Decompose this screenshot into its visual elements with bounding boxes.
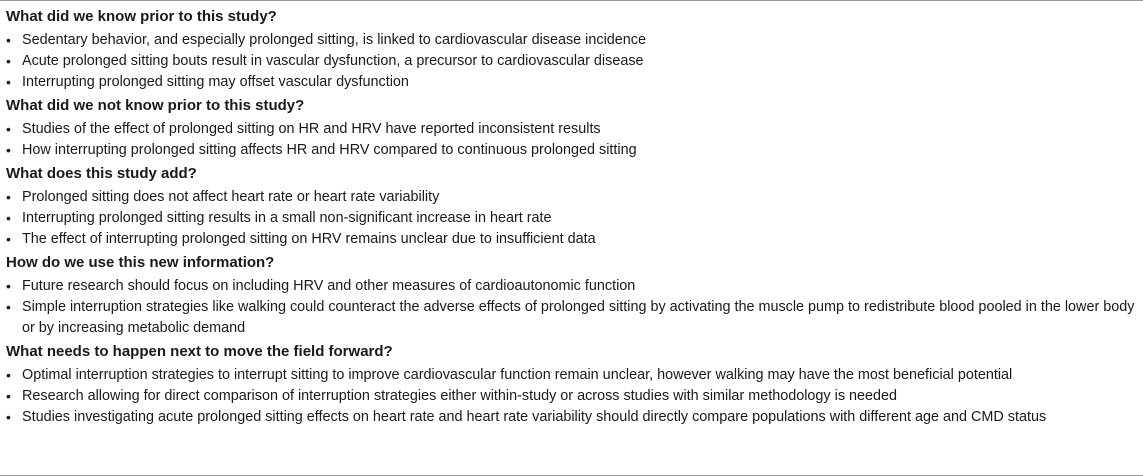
bullet-dot-icon: • (6, 74, 11, 90)
section-heading: What does this study add? (6, 165, 197, 182)
bullet-dot-icon: • (6, 210, 11, 226)
bullet-text: Acute prolonged sitting bouts result in vascular dysfunction, a precursor to cardiovascular disease (22, 53, 644, 69)
bullet-text: Studies of the effect of prolonged sitting on HR and HRV have reported inconsistent results (22, 121, 601, 137)
bullet-list (6, 187, 1143, 250)
section-next-steps (6, 341, 1143, 428)
bullet-item (6, 119, 1143, 140)
bullet-dot-icon: • (6, 278, 11, 294)
bullet-dot-icon: • (6, 53, 11, 69)
bullet-dot-icon: • (6, 32, 11, 48)
bullet-item (6, 187, 1143, 208)
bullet-item (6, 72, 1143, 93)
section-unknown-prior (6, 95, 1143, 161)
section-use-information (6, 252, 1143, 339)
bullet-list (6, 365, 1143, 428)
bullet-dot-icon: • (6, 231, 11, 247)
bullet-text: Prolonged sitting does not affect heart rate or heart rate variability (22, 189, 440, 205)
bullet-text: Interrupting prolonged sitting may offset vascular dysfunction (22, 74, 409, 90)
section-prior-knowledge (6, 6, 1143, 93)
bullet-item (6, 297, 1143, 339)
bullet-dot-icon: • (6, 388, 11, 404)
section-heading: How do we use this new information? (6, 254, 275, 271)
bullet-item (6, 208, 1143, 229)
bullet-item (6, 229, 1143, 250)
bullet-text: Future research should focus on including HRV and other measures of cardioautonomic function (22, 278, 636, 294)
bullet-text: Optimal interruption strategies to interrupt sitting to improve cardiovascular function remain unclear, however walking may have the most beneficial potential (22, 367, 1013, 383)
section-study-adds (6, 163, 1143, 250)
bullet-text: Sedentary behavior, and especially prolonged sitting, is linked to cardiovascular disease incidence (22, 32, 646, 48)
bullet-list (6, 30, 1143, 93)
bullet-item (6, 407, 1143, 428)
bullet-dot-icon: • (6, 142, 11, 158)
section-heading: What did we not know prior to this study? (6, 97, 305, 114)
bullet-text: How interrupting prolonged sitting affects HR and HRV compared to continuous prolonged sitting (22, 142, 637, 158)
bullet-dot-icon: • (6, 121, 11, 137)
bullet-item (6, 365, 1143, 386)
bullet-item (6, 276, 1143, 297)
bullet-list (6, 276, 1143, 339)
bullet-item (6, 140, 1143, 161)
bullet-dot-icon: • (6, 409, 11, 425)
bullet-text: Simple interruption strategies like walking could counteract the adverse effects of prolonged sitting by activating the muscle pump to redistribute blood pooled in the lower body or by increasing metabolic demand (22, 299, 1135, 336)
key-points-content (0, 1, 1143, 428)
bullet-text: Studies investigating acute prolonged sitting effects on heart rate and heart rate variability should directly compare populations with different age and CMD status (22, 409, 1047, 425)
bullet-text: Research allowing for direct comparison of interruption strategies either within-study or across studies with similar methodology is needed (22, 388, 898, 404)
bullet-text: Interrupting prolonged sitting results in a small non-significant increase in heart rate (22, 210, 552, 226)
bullet-list (6, 119, 1143, 161)
section-heading: What did we know prior to this study? (6, 8, 277, 25)
bullet-dot-icon: • (6, 189, 11, 205)
bullet-text: The effect of interrupting prolonged sitting on HRV remains unclear due to insufficient data (22, 231, 596, 247)
bullet-item (6, 30, 1143, 51)
section-heading: What needs to happen next to move the field forward? (6, 343, 393, 360)
bullet-dot-icon: • (6, 367, 11, 383)
bullet-item (6, 51, 1143, 72)
bullet-dot-icon: • (6, 299, 11, 315)
bullet-item (6, 386, 1143, 407)
